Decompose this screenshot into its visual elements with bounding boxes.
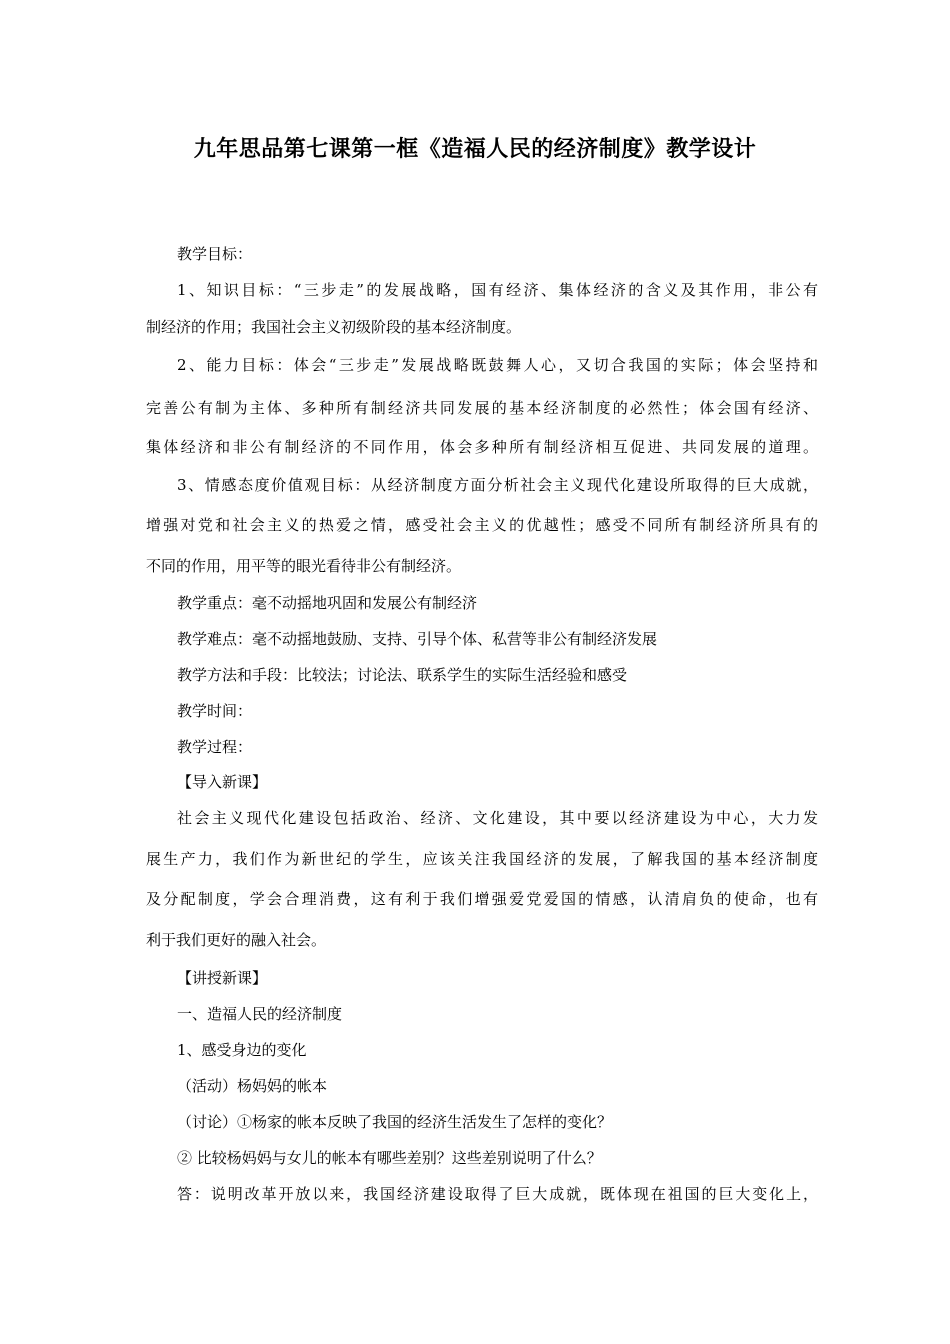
section-heading: 【导入新课】 [177,773,268,791]
paragraph-line: 教学时间： [177,702,253,720]
paragraph-line: 不同的作用，用平等的眼光看待非公有制经济。 [146,557,462,575]
paragraph-line: 利于我们更好的融入社会。 [146,931,327,949]
paragraph-line: 社会主义现代化建设包括政治、经济、文化建设，其中要以经济建设为中心，大力发 [177,809,818,827]
paragraph-line: 一、造福人民的经济制度 [177,1005,343,1023]
paragraph-line: 及分配制度，学会合理消费，这有利于我们增强爱党爱国的情感，认清肩负的使命，也有 [146,890,818,908]
paragraph-line: 答：说明改革开放以来，我国经济建设取得了巨大成就，既体现在祖国的巨大变化上， [177,1185,818,1203]
paragraph-line: 教学难点：毫不动摇地鼓励、支持、引导个体、私营等非公有制经济发展 [177,630,658,648]
paragraph-line: 教学重点：毫不动摇地巩固和发展公有制经济 [177,594,478,612]
paragraph-line: 展生产力，我们作为新世纪的学生，应该关注我国经济的发展，了解我国的基本经济制度 [146,850,818,868]
paragraph-line: 增强对党和社会主义的热爱之情，感受社会主义的优越性；感受不同所有制经济所具有的 [146,516,818,534]
paragraph-line: （活动）杨妈妈的帐本 [177,1077,328,1095]
paragraph-line: 集体经济和非公有制经济的不同作用，体会多种所有制经济相互促进、共同发展的道理。 [146,438,818,456]
paragraph-line: 教学方法和手段：比较法；讨论法、联系学生的实际生活经验和感受 [177,666,628,684]
paragraph-line: 制经济的作用；我国社会主义初级阶段的基本经济制度。 [146,318,522,336]
section-heading: 【讲授新课】 [177,969,268,987]
paragraph-line: 1、知识目标：“三步走”的发展战略，国有经济、集体经济的含义及其作用，非公有 [177,281,818,299]
paragraph-line: ② 比较杨妈妈与女儿的帐本有哪些差别？这些差别说明了什么？ [177,1149,602,1167]
paragraph-line: 3、情感态度价值观目标：从经济制度方面分析社会主义现代化建设所取得的巨大成就， [177,476,818,494]
paragraph-line: 教学目标： [177,245,253,263]
paragraph-line: 1、感受身边的变化 [177,1041,307,1059]
paragraph-line: 2、能力目标：体会“三步走”发展战略既鼓舞人心，又切合我国的实际；体会坚持和 [177,356,818,374]
paragraph-line: 完善公有制为主体、多种所有制经济共同发展的基本经济制度的必然性；体会国有经济、 [146,399,818,417]
document-title: 九年思品第七课第一框《造福人民的经济制度》教学设计 [193,137,757,162]
paragraph-line: （讨论）①杨家的帐本反映了我国的经济生活发生了怎样的变化？ [177,1113,613,1131]
paragraph-line: 教学过程： [177,738,253,756]
